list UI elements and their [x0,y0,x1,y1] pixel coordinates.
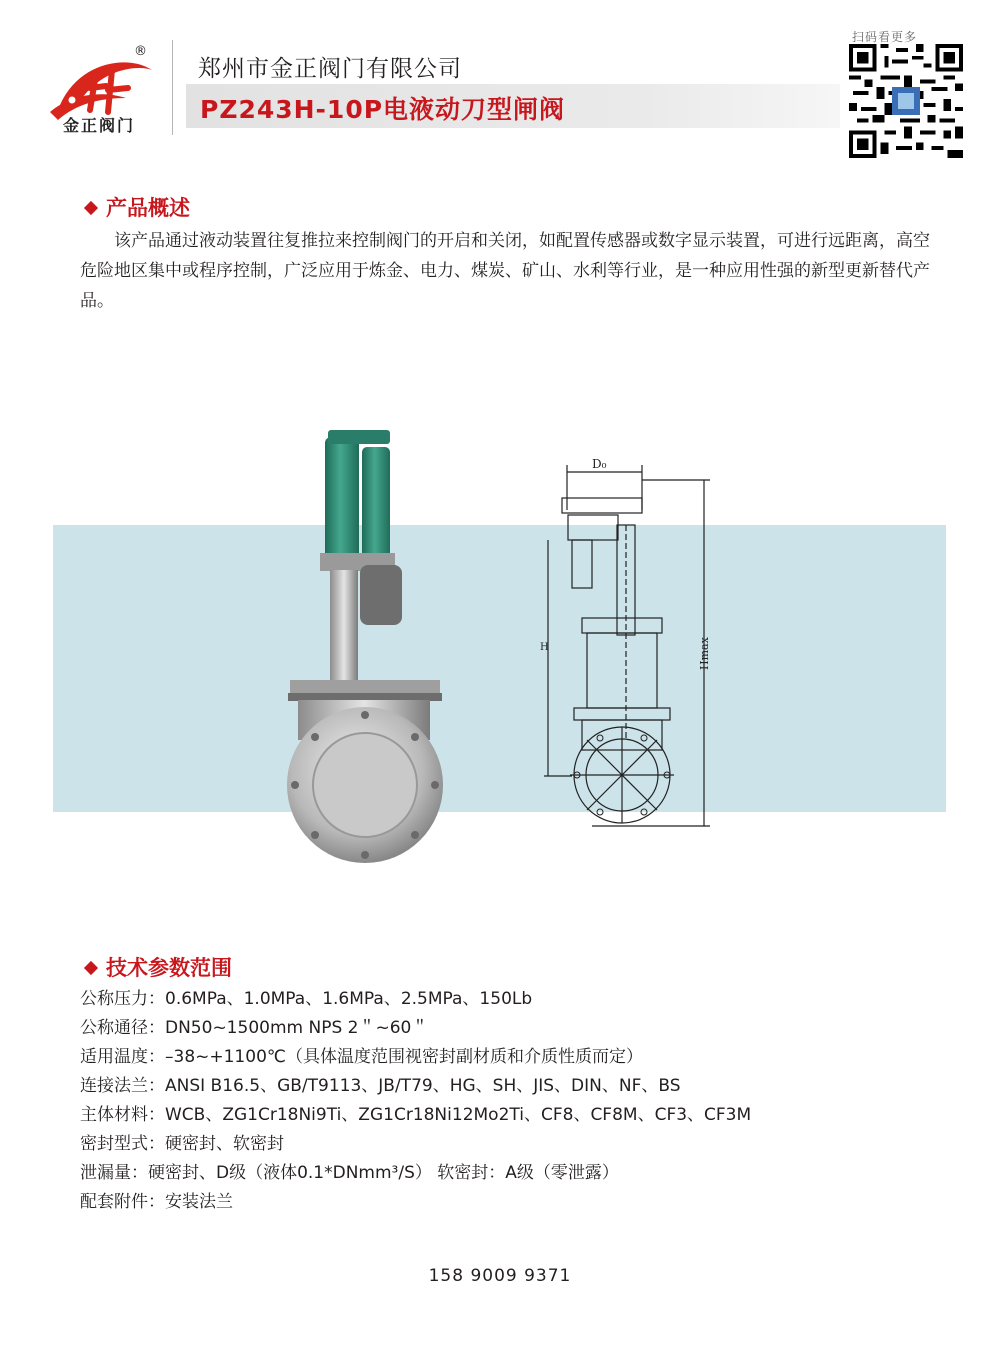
spec-label: 适用温度： [80,1047,165,1067]
spec-row-temperature [80,1043,960,1072]
product-title: PZ243H-10P电液动刀型闸阀 [200,95,566,124]
dimension-d0-label: D₀ [592,457,607,471]
spec-row-flange [80,1072,960,1101]
spec-row-leakage [80,1159,960,1188]
registered-mark: ® [134,44,147,59]
spec-value: –38~+1100℃（具体温度范围视密封副材质和介质性质而定） [165,1047,643,1067]
qr-caption: 扫码看更多 [852,30,918,44]
dimension-hmax-label: Hmax [698,637,711,670]
spec-row-accessories [80,1188,960,1217]
spec-value: DN50~1500mm NPS 2＂~60＂ [165,1018,429,1038]
spec-row-material [80,1101,960,1130]
valve-photo [270,425,460,865]
header-divider [172,40,173,135]
spec-row-diameter [80,1014,960,1043]
valve-drawing [532,440,732,840]
spec-label: 公称通径： [80,1018,165,1038]
company-name: 郑州市金正阀门有限公司 [198,56,462,82]
spec-label: 公称压力： [80,989,165,1009]
spec-value: 安装法兰 [165,1192,233,1212]
spec-label: 连接法兰： [80,1076,165,1096]
spec-value: 硬密封、D级（液体0.1*DNmm³/S） 软密封：A级（零泄露） [148,1163,619,1183]
spec-value: 硬密封、软密封 [165,1134,284,1154]
spec-value: ANSI B16.5、GB/T9113、JB/T79、HG、SH、JIS、DIN、NF、BS [165,1076,681,1096]
diamond-bullet-icon [84,960,98,974]
dimension-h-label: H [540,642,549,653]
diamond-bullet-icon [84,200,98,214]
overview-text [80,226,930,316]
specs-heading: 技术参数范围 [80,952,232,982]
overview-heading: 产品概述 [80,192,190,222]
figure-band [53,525,946,812]
spec-label: 主体材料： [80,1105,165,1125]
spec-value: 0.6MPa、1.0MPa、1.6MPa、2.5MPa、150Lb [165,989,533,1009]
logo-text: 金正阀门 [62,116,135,135]
spec-label: 密封型式： [80,1134,165,1154]
spec-row-pressure [80,985,960,1014]
footer-phone[interactable]: 158 9009 9371 [428,1266,572,1286]
overview-paragraph: 该产品通过液动装置往复推拉来控制阀门的开启和关闭，如配置传感器或数字显示装置，可进行远距离，高空危险地区集中或程序控制，广泛应用于炼金、电力、煤炭、矿山、水利等行业，是一种应用性强的新型更新替代产品。 [80,231,930,311]
spec-row-seal [80,1130,960,1159]
spec-value: WCB、ZG1Cr18Ni9Ti、ZG1Cr18Ni12Mo2Ti、CF8、CF8M、CF3、CF3M [165,1105,752,1125]
spec-label: 泄漏量： [80,1163,148,1183]
qr-code[interactable] [849,44,963,158]
spec-list [80,985,960,1217]
spec-label: 配套附件： [80,1192,165,1212]
